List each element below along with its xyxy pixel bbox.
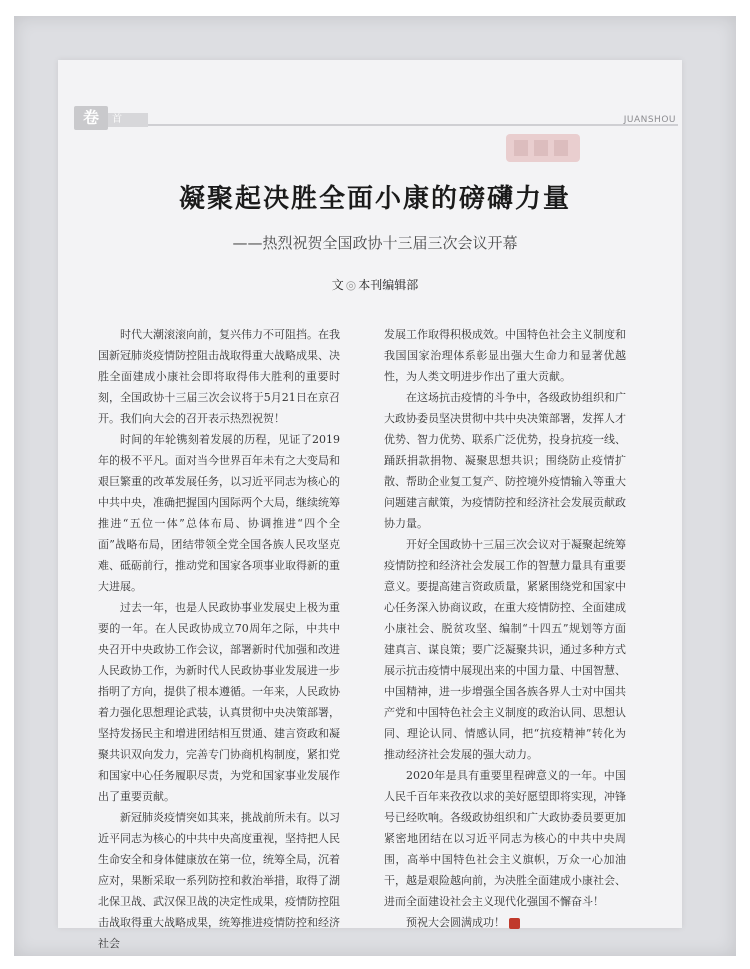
byline-prefix: 文 <box>331 278 344 292</box>
paragraph: 过去一年，也是人民政协事业发展史上极为重要的一年。在人民政协成立70周年之际，中共中央召开中央政协工作会议，部署新时代加强和改进人民政协工作，为新时代人民政协事业发展进一步指明了方向，提供了根本遵循。一年来，人民政协着力强化思想理论武装，认真贯彻中央决策部署，坚持发扬民主和增进团结相互贯通、建言资政和凝聚共识双向发力，完善专门协商机构制度，紧扣党和国家中心任务履职尽责，为党和国家事业发展作出了重要贡献。 <box>98 601 340 803</box>
end-mark-icon <box>509 918 520 929</box>
body-column-left <box>98 324 340 954</box>
column-tag: 首 <box>108 113 148 127</box>
paragraph: 新冠肺炎疫情突如其来，挑战前所未有。以习近平同志为核心的中共中央高度重视，坚持把人民生命安全和身体健康放在第一位，统筹全局，沉着应对，果断采取一系列防控和救治举措，取得了湖北保卫战、武汉保卫战的决定性成果，疫情防控阻击战取得重大战略成果，统筹推进疫情防控和经济社会 <box>98 811 340 950</box>
paragraph: 发展工作取得积极成效。中国特色社会主义制度和我国国家治理体系彰显出强大生命力和显著优越性，为人类文明进步作出了重大贡献。 <box>384 328 626 383</box>
paragraph: 在这场抗击疫情的斗争中，各级政协组织和广大政协委员坚决贯彻中共中央决策部署，发挥人才优势、智力优势、联系广泛优势，投身抗疫一线、踊跃捐款捐物、凝聚思想共识；围绕防止疫情扩散、帮助企业复工复产、防控境外疫情输入等重大问题建言献策，为疫情防控和经济社会发展贡献政协力量。 <box>384 391 626 530</box>
paragraph: 时间的年轮镌刻着发展的历程，见证了2019年的极不平凡。面对当今世界百年未有之大变局和艰巨繁重的改革发展任务，以习近平同志为核心的中共中央，准确把握国内国际两个大局，继续统筹推进“五位一体”总体布局、协调推进“四个全面”战略布局，团结带领全党全国各族人民攻坚克难、砥砺前行，推动党和国家各项事业取得新的重大进展。 <box>98 433 340 593</box>
paragraph: 时代大潮滚滚向前，复兴伟力不可阻挡。在我国新冠肺炎疫情防控阻击战取得重大战略成果、决胜全面建成小康社会即将取得伟大胜利的重要时刻，全国政协十三届三次会议将于5月21日在京召开。我们向大会的召开表示热烈祝贺！ <box>98 328 340 425</box>
paragraph: 开好全国政协十三届三次会议对于凝聚起统筹疫情防控和经济社会发展工作的智慧力量具有重要意义。要提高建言资政质量，紧紧围绕党和国家中心任务深入协商议政，在重大疫情防控、全面建成小康社会、脱贫攻坚、编制“十四五”规划等方面建真言、谋良策；要广泛凝聚共识，通过多种方式展示抗击疫情中展现出来的中国力量、中国智慧、中国精神，进一步增强全国各族各界人士对中国共产党和中国特色社会主义制度的政治认同、思想认同、理论认同、情感认同，把“抗疫精神”转化为推动经济社会发展的强大动力。 <box>384 538 626 761</box>
column-name-english: JUANSHOU <box>623 115 676 125</box>
byline-dot-icon: ◎ <box>345 278 357 292</box>
article-subtitle: ——热烈祝贺全国政协十三届三次会议开幕 <box>232 234 518 252</box>
closing-text: 预祝大会圆满成功！ <box>406 916 505 929</box>
column-badge: 卷 <box>74 106 108 130</box>
body-column-right <box>384 324 626 933</box>
paragraph: 2020年是具有重要里程碑意义的一年。中国人民千百年来孜孜以求的美好愿望即将实现，冲锋号已经吹响。各级政协组织和广大政协委员要更加紧密地团结在以习近平同志为核心的中共中央周围，高举中国特色社会主义旗帜，万众一心加油干，越是艰险越向前，为决胜全面建成小康社会、进而全面建设社会主义现代化强国不懈奋斗！ <box>384 769 626 908</box>
article-title: 凝聚起决胜全面小康的磅礴力量 <box>178 184 571 214</box>
show-through-decoration <box>504 130 584 166</box>
closing-paragraph <box>384 912 626 933</box>
article-byline <box>200 276 550 293</box>
byline-author: 本刊编辑部 <box>358 278 419 292</box>
header-rule <box>148 124 678 126</box>
